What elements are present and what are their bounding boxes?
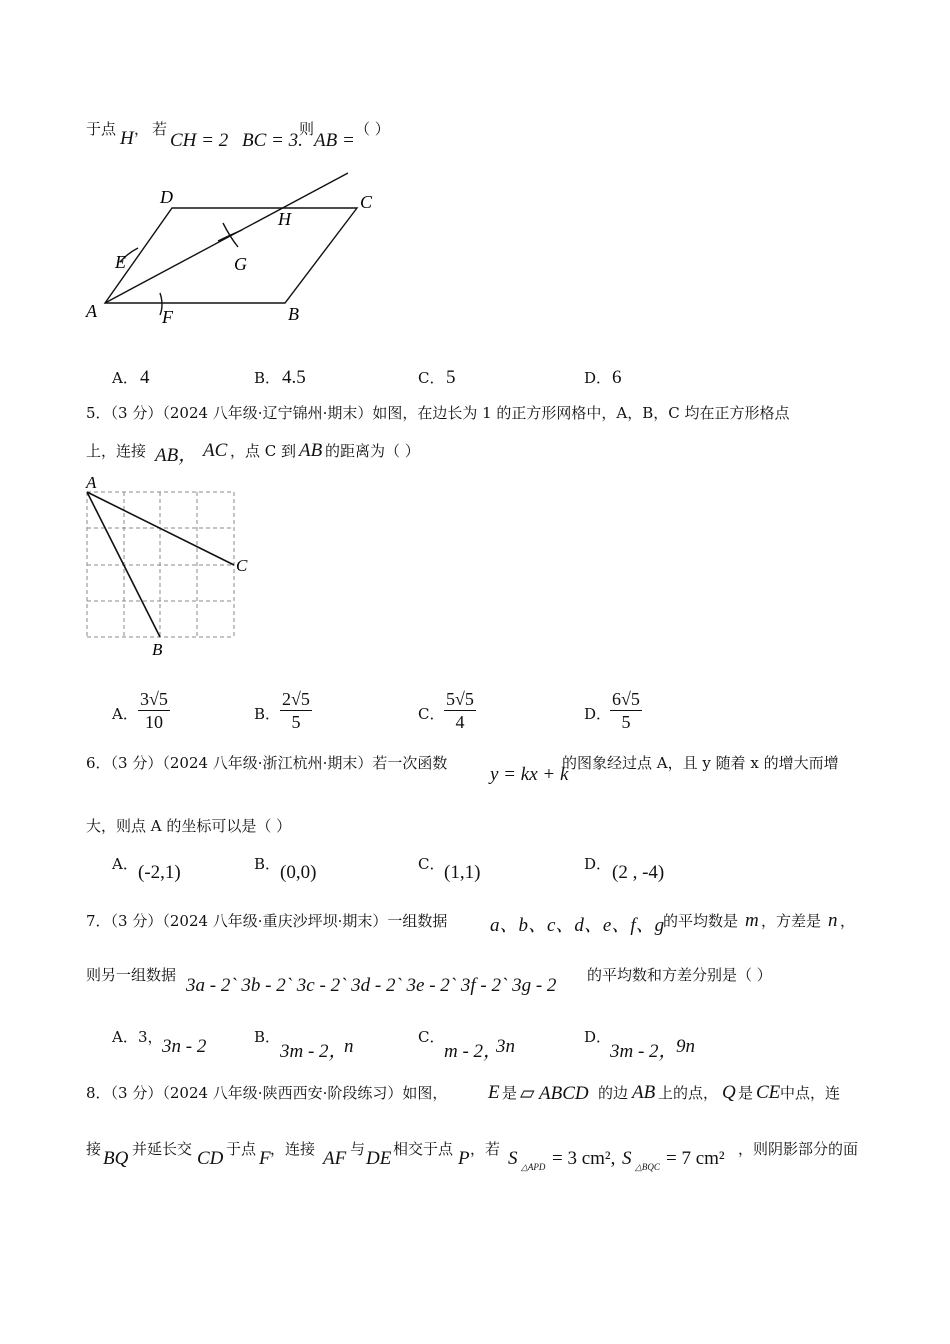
label-c: C: [360, 192, 373, 212]
q7-stem-line1-c: ，方差是: [761, 912, 822, 930]
q8-shi2: 是: [738, 1084, 754, 1102]
q7-option-b-letter[interactable]: B．: [254, 1028, 281, 1046]
q8-q: Q: [722, 1082, 736, 1103]
denominator: 5: [291, 712, 301, 732]
q6-option-b-value: (0,0): [280, 862, 317, 883]
q8-shi: 是: [502, 1084, 518, 1102]
q8-s1: S: [508, 1148, 518, 1169]
q6-option-a-letter[interactable]: A．: [112, 855, 138, 873]
label-c: C: [236, 556, 248, 575]
q7-option-b-v2: n: [344, 1036, 354, 1057]
q6-option-b-letter[interactable]: B．: [254, 855, 281, 873]
q4-text-prefix: 于点: [86, 120, 117, 138]
q5-ac: AC: [203, 440, 228, 461]
q6-option-d-value: (2 , -4): [612, 862, 665, 883]
q4-option-d-value: 6: [612, 367, 622, 388]
q4-option-c-value: 5: [446, 367, 456, 388]
q7-n: n: [828, 910, 838, 931]
q7-stem-line2-a: 则另一组数据: [86, 966, 177, 984]
q7-option-d-letter[interactable]: D．: [584, 1028, 612, 1046]
q7-stem-line1-d: ，: [840, 912, 856, 930]
q6-stem-line2: 大，则点 A 的坐标可以是（ ）: [86, 817, 292, 835]
q4-point-h: H: [120, 128, 134, 149]
q7-stem-line1-b: 的平均数是: [663, 912, 739, 930]
q4-ch-eq: CH = 2: [170, 130, 229, 151]
q7-expression: 3a - 2` 3b - 2` 3c - 2` 3d - 2` 3e - 2` 3f - 2` 3g - 2: [186, 975, 557, 996]
q6-stem-line1-b: 的图象经过点 A，且 y 随着 x 的增大而增: [562, 754, 839, 772]
q4-option-b-value: 4.5: [282, 367, 306, 388]
q4-ab-eq: AB =: [314, 130, 355, 151]
q8-de: DE: [366, 1148, 392, 1169]
q8-af: AF: [323, 1148, 347, 1169]
label-f: F: [162, 307, 173, 327]
q4-ze: 则: [299, 120, 315, 138]
q6-stem-line1-a: 6．（3 分）（2024 八年级·浙江杭州·期末）若一次函数: [86, 754, 448, 772]
q5-option-d-letter[interactable]: D．: [584, 705, 612, 723]
q8-jie: 接: [86, 1140, 102, 1158]
q7-option-d-v2: 9n: [676, 1036, 695, 1057]
label-d: D: [160, 187, 173, 207]
q7-variables: a、b、c、d、e、f、g: [490, 915, 665, 936]
q6-option-a-value: (-2,1): [138, 862, 181, 883]
q4-option-b-letter[interactable]: B．: [254, 369, 281, 387]
q5-grid-figure: [80, 470, 260, 660]
q8-shang: 上的点，: [658, 1084, 719, 1102]
q8-ruo: ，若: [470, 1140, 501, 1158]
label-a: A: [86, 473, 97, 492]
q7-m: m: [745, 910, 759, 931]
q8-s1-value: = 3 cm²,: [552, 1148, 616, 1169]
q4-option-d-letter[interactable]: D．: [584, 369, 612, 387]
label-a: A: [86, 301, 97, 321]
q5-option-a-fraction: [138, 688, 170, 733]
q5-stem-line2-c: 的距离为（ ）: [325, 442, 420, 460]
q6-option-c-letter[interactable]: C．: [418, 855, 445, 873]
q7-stem-line2-b: 的平均数和方差分别是（ ）: [587, 966, 772, 984]
q5-stem-line1: 5．（3 分）（2024 八年级·辽宁锦州·期末）如图，在边长为 1 的正方形网格中，A，B，C 均在正方形格点: [86, 404, 790, 422]
q4-comma: ，: [134, 120, 150, 138]
q7-option-a-v1: 3，: [138, 1028, 163, 1046]
denominator: 4: [455, 712, 465, 732]
q5-option-a-letter[interactable]: A．: [112, 705, 138, 723]
q5-option-c-letter[interactable]: C．: [418, 705, 445, 723]
label-e: E: [115, 252, 126, 272]
q6-option-c-value: (1,1): [444, 862, 481, 883]
q4-bc-eq: BC = 3.: [242, 130, 303, 151]
numerator: 2√5: [282, 689, 310, 709]
q5-stem-line2-b: ，点 C 到: [230, 442, 297, 460]
q8-stem-line1-a: 8．（3 分）（2024 八年级·陕西西安·阶段练习）如图，: [86, 1084, 448, 1102]
q8-s2-subscript: △BQC: [635, 1162, 660, 1172]
q7-stem-line1-a: 7．（3 分）（2024 八年级·重庆沙坪坝·期末）一组数据: [86, 912, 448, 930]
parallelogram-abcd: [105, 208, 357, 303]
denominator: 10: [144, 712, 163, 732]
q8-mid: 中点，连: [780, 1084, 841, 1102]
q8-e: E: [488, 1082, 500, 1103]
q7-option-b-v1: 3m - 2，: [280, 1041, 348, 1062]
q8-s2: S: [622, 1148, 632, 1169]
q8-yu: 与: [350, 1140, 366, 1158]
q8-tail: ，则阴影部分的面: [738, 1140, 859, 1158]
q8-lianjie: ，连接: [270, 1140, 316, 1158]
q8-yudian: 于点: [226, 1140, 257, 1158]
q7-option-a-v2: 3n - 2: [162, 1036, 207, 1057]
q8-p: P: [458, 1148, 470, 1169]
label-b: B: [152, 640, 163, 659]
numerator: 5√5: [446, 689, 474, 709]
q5-ab2: AB: [299, 440, 323, 461]
q5-ab: AB，: [155, 445, 198, 466]
q5-stem-line2-a: 上，连接: [86, 442, 147, 460]
q4-option-a-letter[interactable]: A．: [112, 369, 138, 387]
numerator: 3√5: [140, 689, 168, 709]
q5-option-d-fraction: [610, 688, 642, 733]
square-grid: [87, 492, 234, 637]
denominator: 5: [621, 712, 631, 732]
q7-option-c-letter[interactable]: C．: [418, 1028, 445, 1046]
q4-ruo: 若: [152, 120, 168, 138]
q8-xiangjiao: 相交于点: [393, 1140, 454, 1158]
q6-function: y = kx + k: [490, 764, 569, 785]
q8-bq: BQ: [103, 1148, 129, 1169]
q5-option-b-fraction: [280, 688, 312, 733]
numerator: 6√5: [612, 689, 640, 709]
q8-de-bian: 的边: [598, 1084, 629, 1102]
q4-option-c-letter[interactable]: C．: [418, 369, 445, 387]
q4-parallelogram-figure: [80, 165, 380, 330]
q8-f: F: [259, 1148, 271, 1169]
q8-s2-value: = 7 cm²: [666, 1148, 725, 1169]
q8-cd: CD: [197, 1148, 224, 1169]
label-g: G: [234, 254, 247, 274]
bisector-line-ag: [105, 173, 348, 303]
q7-option-a-letter[interactable]: A．: [112, 1028, 138, 1046]
q8-bing: 并延长交: [132, 1140, 193, 1158]
q8-ab: AB: [632, 1082, 656, 1103]
q8-ce: CE: [756, 1082, 781, 1103]
q6-option-d-letter[interactable]: D．: [584, 855, 612, 873]
q7-option-d-v1: 3m - 2，: [610, 1041, 678, 1062]
label-h: H: [278, 209, 291, 229]
arc-g2: [218, 230, 242, 241]
q4-answer-paren: （ ）: [355, 120, 390, 138]
q8-s1-subscript: △APD: [521, 1162, 546, 1172]
label-b: B: [288, 304, 299, 324]
q4-option-a-value: 4: [140, 367, 150, 388]
q7-option-c-v1: m - 2，: [444, 1041, 503, 1062]
q7-option-c-v2: 3n: [496, 1036, 515, 1057]
q5-option-b-letter[interactable]: B．: [254, 705, 281, 723]
q8-parallelogram-abcd: ▱ ABCD: [520, 1083, 589, 1104]
q5-option-c-fraction: [444, 688, 476, 733]
